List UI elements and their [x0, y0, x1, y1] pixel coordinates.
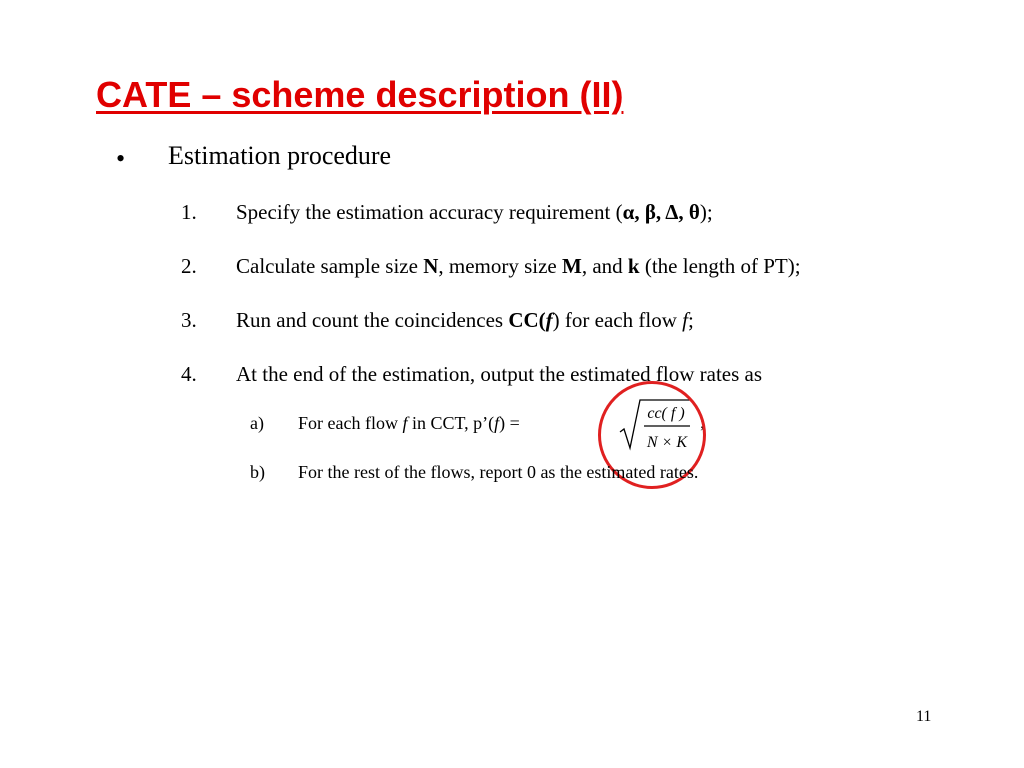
sub-item-letter: b): [250, 462, 265, 482]
step-number: 2.: [181, 254, 197, 278]
formula-trailing: ;: [700, 415, 705, 432]
step-number: 4.: [181, 362, 197, 386]
formula-numerator: cc( f ): [647, 405, 685, 422]
sub-item-text: For the rest of the flows, report 0 as the estimated rates.: [298, 462, 699, 482]
bullet-symbol: •: [116, 144, 126, 173]
step-text: At the end of the estimation, output the estimated flow rates as: [236, 362, 763, 386]
slide-title: CATE – scheme description (II): [96, 74, 624, 115]
formula-denominator: N × K: [646, 434, 688, 451]
step-number: 3.: [181, 308, 197, 332]
step-text: Specify the estimation accuracy requirement (α, β, Δ, θ);: [236, 200, 713, 224]
sub-item-text: For each flow f in CCT, p’(f) =: [298, 413, 520, 433]
step-text: Run and count the coincidences CC(f) for each flow f;: [236, 308, 694, 332]
sub-item-letter: a): [250, 413, 264, 433]
bullet-text: Estimation procedure: [168, 141, 392, 170]
step-number: 1.: [181, 200, 197, 224]
page-number: 11: [916, 708, 932, 725]
step-text: Calculate sample size N, memory size M, and k (the length of PT);: [236, 254, 801, 278]
